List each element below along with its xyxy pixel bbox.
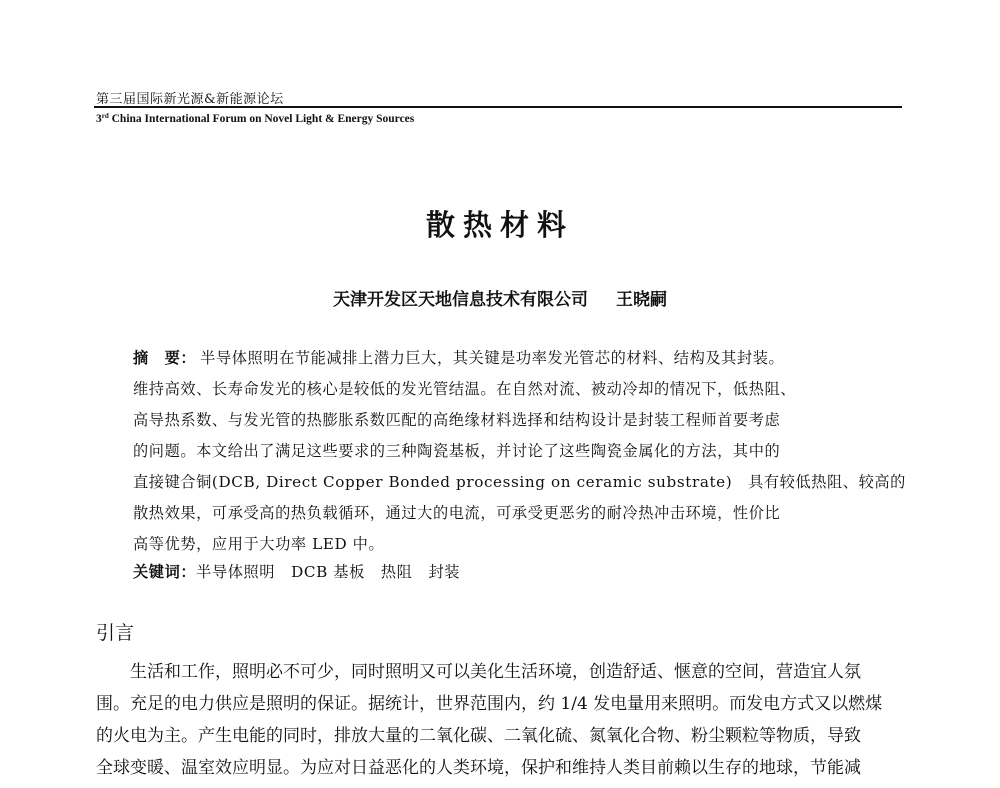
- keyword: DCB 基板: [291, 563, 365, 581]
- keyword: 封装: [428, 563, 461, 581]
- header-en-ordinal: rd: [101, 112, 109, 120]
- abstract-line: 维持高效、长寿命发光的核心是较低的发光管结温。在自然对流、被动冷却的情况下，低热阻、: [133, 380, 797, 398]
- keyword: 半导体照明: [196, 563, 276, 581]
- abstract-line: [133, 346, 873, 377]
- abstract-text: 半导体照明在节能减排上潜力巨大，其关键是功率发光管芯的材料、结构及其封装。: [200, 349, 785, 367]
- author-name: 王晓嗣: [616, 290, 667, 310]
- header-en-number: 3: [96, 113, 102, 125]
- paper-title: 散热材料: [425, 208, 574, 242]
- abstract-line: 散热效果，可承受高的热负载循环，通过大的电流，可承受更恶劣的耐冷热冲击环境，性价比: [133, 504, 781, 522]
- abstract-line: 的问题。本文给出了满足这些要求的三种陶瓷基板，并讨论了这些陶瓷金属化的方法，其中的: [133, 442, 781, 460]
- keyword: 热阻: [380, 563, 413, 581]
- abstract-line: 高导热系数、与发光管的热膨胀系数匹配的高绝缘材料选择和结构设计是封装工程师首要考虑: [133, 411, 781, 429]
- keywords: [133, 561, 476, 582]
- abstract-line: 直接键合铜(DCB, Direct Copper Bonded processing on ceramic substrate) 具有较低热阻、较高的: [133, 473, 906, 491]
- body-line: 生活和工作，照明必不可少，同时照明又可以美化生活环境，创造舒适、惬意的空间，营造宜人氛: [130, 662, 861, 682]
- intro-body: [96, 660, 908, 788]
- abstract: [133, 346, 906, 563]
- running-header-chinese: 第三届国际新光源&新能源论坛: [96, 92, 284, 107]
- abstract-line: 高等优势，应用于大功率 LED 中。: [133, 535, 385, 553]
- author-affiliation: 天津开发区天地信息技术有限公司: [333, 290, 588, 310]
- keywords-label: 关键词：: [133, 563, 197, 581]
- header-rule: [94, 106, 902, 108]
- abstract-label: 摘 要：: [133, 349, 197, 367]
- section-heading-intro: 引言: [96, 622, 135, 644]
- body-line: 的火电为主。产生电能的同时，排放大量的二氧化碳、二氧化硫、氮氧化合物、粉尘颗粒等物质，导致: [96, 726, 861, 746]
- author-line: [0, 285, 1000, 310]
- body-line: 全球变暖、温室效应明显。为应对日益恶化的人类环境，保护和维持人类目前赖以生存的地球，节能减: [96, 758, 861, 778]
- running-header-english: [96, 112, 414, 125]
- body-line: 围。充足的电力供应是照明的保证。据统计，世界范围内，约 1/4 发电量用来照明。而发电方式又以燃煤: [96, 694, 883, 714]
- header-en-title: China International Forum on Novel Light & Energy Sources: [108, 113, 415, 125]
